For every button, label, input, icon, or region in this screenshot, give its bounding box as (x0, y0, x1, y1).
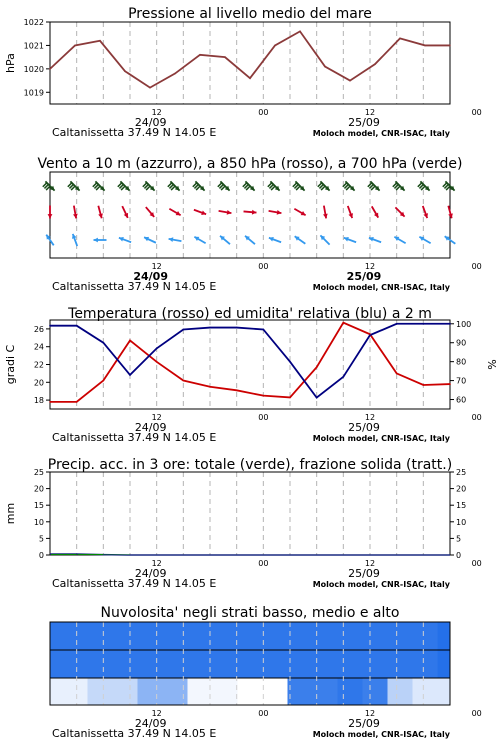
y2-tick-label: 90 (456, 338, 467, 348)
humidity-point (263, 329, 265, 331)
panel-4 (4, 457, 482, 590)
humidity-point (183, 329, 185, 331)
time-tick-label: 12 (151, 262, 162, 271)
y-tick-label: 1021 (23, 41, 44, 51)
cloud-cell (50, 650, 63, 678)
wind-10m-arrow (144, 237, 156, 243)
cloud-cell (113, 678, 138, 705)
time-tick-label: 12 (151, 108, 162, 117)
wind-850hpa-arrow (146, 207, 154, 217)
cloud-cell (138, 678, 163, 705)
wind-700hpa-arrow (268, 181, 280, 190)
cloud-cell (438, 622, 451, 650)
cloud-cell (363, 678, 388, 705)
cloud-cell (63, 650, 88, 678)
humidity-point (369, 334, 371, 336)
humidity-point (49, 325, 51, 327)
pressure-point (99, 40, 101, 42)
humidity-point (423, 323, 425, 325)
temperature-point (156, 361, 158, 363)
cloud-cell (413, 650, 438, 678)
cloud-cell (238, 622, 263, 650)
humidity-point (76, 325, 78, 327)
y-tick-label: 15 (33, 501, 44, 511)
date-label: 24/09 (133, 270, 168, 283)
location-label: Caltanissetta 37.49 N 14.05 E (52, 727, 217, 740)
humidity-point (316, 397, 318, 399)
cloud-cell (163, 678, 188, 705)
temperature-point (263, 395, 265, 397)
humidity-point (396, 323, 398, 325)
wind-700hpa-arrow (293, 181, 305, 190)
cloud-cell (263, 622, 288, 650)
cloud-cell (213, 678, 238, 705)
y-tick-label: 1019 (23, 88, 44, 98)
y-axis-label: mm (4, 502, 17, 525)
cloud-cell (338, 622, 363, 650)
cloud-cell (238, 678, 263, 705)
time-tick-label: 00 (258, 108, 269, 117)
date-label: 24/09 (134, 116, 167, 129)
wind-700hpa-arrow (343, 181, 355, 190)
cloud-cell (88, 678, 113, 705)
y2-tick-label: 70 (456, 376, 467, 386)
humidity-point (129, 374, 131, 376)
humidity-point (449, 323, 451, 325)
wind-10m-arrow (394, 237, 405, 244)
cloud-cell (50, 622, 63, 650)
cloud-cell (388, 678, 413, 705)
time-tick-label: 00 (471, 108, 482, 117)
humidity-point (289, 361, 291, 363)
date-label: 24/09 (134, 567, 167, 580)
model-credit: Moloch model, CNR-ISAC, Italy (312, 283, 450, 292)
cloud-cell (238, 650, 263, 678)
y2-tick-label: 25 (456, 468, 467, 477)
wind-700hpa-arrow (43, 181, 55, 190)
panel-2 (37, 156, 481, 293)
pressure-point (74, 45, 76, 47)
pressure-line (50, 31, 450, 87)
pressure-point (374, 63, 376, 65)
wind-850hpa-arrow (448, 206, 453, 219)
temperature-point (289, 397, 291, 399)
time-tick-label: 00 (258, 559, 269, 568)
time-tick-label: 00 (471, 559, 482, 568)
y-tick-label: 1022 (23, 18, 44, 27)
model-credit: Moloch model, CNR-ISAC, Italy (312, 730, 450, 739)
wind-850hpa-arrow (269, 210, 282, 215)
y2-tick-label: 60 (456, 395, 467, 405)
cloud-cell (138, 622, 163, 650)
cloud-cell (113, 622, 138, 650)
date-label: 25/09 (348, 717, 380, 730)
wind-10m-arrow (194, 237, 205, 244)
time-tick-label: 12 (151, 413, 162, 422)
temperature-point (449, 383, 451, 385)
time-tick-label: 12 (364, 108, 376, 117)
cloud-cell (188, 622, 213, 650)
date-label: 25/09 (348, 421, 380, 434)
y2-tick-label: 15 (456, 501, 467, 511)
panel-title: Pressione al livello medio del mare (128, 6, 372, 22)
humidity-point (343, 376, 345, 378)
temperature-point (76, 401, 78, 403)
temperature-point (209, 386, 211, 388)
y-axis-label: gradi C (4, 344, 17, 385)
time-tick-label: 00 (258, 709, 269, 718)
model-credit: Moloch model, CNR-ISAC, Italy (312, 434, 450, 443)
time-tick-label: 00 (471, 262, 482, 271)
wind-700hpa-arrow (168, 181, 180, 190)
y-tick-label: 10 (33, 517, 44, 527)
cloud-cell (50, 678, 63, 705)
pressure-point (424, 45, 426, 47)
wind-850hpa-arrow (372, 206, 379, 217)
wind-850hpa-arrow (98, 206, 103, 219)
cloud-cell (63, 678, 88, 705)
wind-700hpa-arrow (443, 181, 455, 190)
y-tick-label: 0 (38, 551, 44, 560)
date-label: 24/09 (134, 421, 167, 434)
cloud-cell (313, 650, 338, 678)
y2-tick-label: 5 (456, 534, 462, 544)
pressure-point (199, 54, 201, 56)
time-tick-label: 12 (151, 559, 162, 568)
model-credit: Moloch model, CNR-ISAC, Italy (312, 129, 450, 138)
humidity-point (156, 348, 158, 350)
wind-10m-arrow (119, 237, 131, 242)
time-tick-label: 00 (471, 413, 482, 422)
y-tick-label: 25 (33, 468, 44, 477)
y2-tick-label: 0 (456, 551, 462, 560)
y-tick-label: 26 (33, 324, 44, 334)
y-tick-label: 18 (33, 396, 44, 406)
pressure-point (224, 56, 226, 58)
pressure-point (274, 45, 276, 47)
wind-850hpa-arrow (219, 210, 232, 215)
cloud-cell (288, 650, 313, 678)
panel-1 (4, 6, 482, 139)
temperature-line (50, 323, 450, 402)
cloud-cell (338, 650, 363, 678)
y-tick-label: 5 (38, 534, 44, 544)
temperature-point (103, 380, 105, 382)
wind-10m-arrow (94, 238, 107, 243)
cloud-cell (288, 678, 313, 705)
location-label: Caltanissetta 37.49 N 14.05 E (52, 126, 217, 139)
date-label: 25/09 (348, 567, 380, 580)
cloud-cell (88, 650, 113, 678)
y2-tick-label: 100 (456, 319, 472, 329)
date-label: 25/09 (346, 270, 382, 283)
cloud-cell (163, 650, 188, 678)
wind-700hpa-arrow (393, 181, 405, 190)
wind-850hpa-arrow (194, 210, 206, 215)
time-tick-label: 12 (364, 709, 376, 718)
wind-10m-arrow (344, 237, 356, 242)
pressure-point (324, 66, 326, 68)
y-tick-label: 1020 (23, 64, 44, 74)
wind-700hpa-arrow (218, 181, 230, 190)
cloud-cell (188, 650, 213, 678)
wind-10m-arrow (419, 237, 430, 244)
time-tick-label: 12 (364, 559, 376, 568)
wind-850hpa-arrow (294, 209, 305, 216)
cloud-cell (263, 678, 288, 705)
cloud-cell (213, 622, 238, 650)
y2-tick-label: 10 (456, 517, 467, 527)
temperature-point (423, 384, 425, 386)
wind-10m-arrow (369, 237, 381, 242)
temperature-point (49, 401, 51, 403)
cloud-cell (63, 622, 88, 650)
temperature-point (236, 390, 238, 392)
wind-850hpa-arrow (48, 206, 53, 219)
time-tick-label: 00 (258, 262, 269, 271)
wind-850hpa-arrow (122, 206, 128, 218)
arrow-head (252, 210, 257, 215)
humidity-line (50, 324, 450, 398)
cloud-cell (188, 678, 213, 705)
y-axis-label: hPa (4, 53, 17, 73)
cloud-cell (113, 650, 138, 678)
cloud-cell (138, 650, 163, 678)
pressure-point (124, 70, 126, 72)
pressure-point (399, 38, 401, 40)
wind-850hpa-arrow (244, 210, 257, 215)
cloud-cell (413, 622, 438, 650)
temperature-point (129, 340, 131, 342)
wind-700hpa-arrow (93, 181, 105, 190)
panel-title: Vento a 10 m (azzurro), a 850 hPa (rosso), a 700 hPa (verde) (37, 156, 463, 172)
location-label: Caltanissetta 37.49 N 14.05 E (52, 431, 217, 444)
panel-title: Precip. acc. in 3 ore: totale (verde), frazione solida (tratt.) (47, 457, 453, 473)
y-tick-label: 20 (33, 484, 44, 494)
panel-3 (4, 306, 498, 444)
wind-10m-arrow (169, 237, 182, 242)
temperature-point (183, 380, 185, 382)
cloud-cell (363, 650, 388, 678)
cloud-cell (88, 622, 113, 650)
wind-10m-arrow (245, 236, 255, 244)
location-label: Caltanissetta 37.49 N 14.05 E (52, 577, 217, 590)
wind-700hpa-arrow (193, 181, 205, 190)
y2-tick-label: 80 (456, 357, 467, 367)
wind-10m-arrow (295, 236, 306, 243)
pressure-point (249, 77, 251, 79)
plot-frame (50, 22, 450, 104)
pressure-point (449, 45, 451, 47)
humidity-point (103, 342, 105, 344)
cloud-cell (288, 622, 313, 650)
y-tick-label: 24 (33, 342, 44, 352)
cloud-cell (263, 650, 288, 678)
precip-bar (78, 554, 104, 555)
plot-frame (50, 472, 450, 555)
date-label: 25/09 (348, 116, 380, 129)
wind-850hpa-arrow (323, 206, 328, 219)
precip-bar (51, 554, 77, 555)
y-tick-label: 20 (33, 378, 44, 388)
cloud-cell (338, 678, 363, 705)
cloud-cell (438, 650, 451, 678)
pressure-point (49, 68, 51, 70)
wind-850hpa-arrow (169, 209, 180, 216)
pressure-point (349, 80, 351, 82)
cloud-cell (213, 650, 238, 678)
time-tick-label: 00 (258, 413, 269, 422)
wind-700hpa-arrow (143, 181, 155, 190)
cloud-cell (388, 622, 413, 650)
location-label: Caltanissetta 37.49 N 14.05 E (52, 280, 217, 293)
temperature-point (396, 373, 398, 375)
pressure-point (174, 73, 176, 75)
humidity-point (209, 327, 211, 329)
wind-10m-arrow (220, 236, 230, 244)
panel-title: Temperatura (rosso) ed umidita' relativa (blu) a 2 m (68, 306, 432, 322)
wind-700hpa-arrow (243, 181, 255, 190)
wind-700hpa-arrow (118, 181, 130, 190)
pressure-point (299, 31, 301, 33)
time-tick-label: 12 (151, 709, 162, 718)
cloud-cell (413, 678, 438, 705)
wind-700hpa-arrow (318, 181, 330, 190)
wind-700hpa-arrow (68, 181, 80, 190)
date-label: 24/09 (134, 717, 167, 730)
temperature-point (343, 322, 345, 324)
time-tick-label: 12 (364, 262, 376, 271)
panel-title: Nuvolosita' negli strati basso, medio e alto (100, 605, 400, 621)
cloud-cell (438, 678, 451, 705)
temperature-point (316, 366, 318, 368)
cloud-cell (388, 650, 413, 678)
time-tick-label: 00 (471, 709, 482, 718)
arrow-head (94, 238, 98, 243)
arrow-head (48, 214, 53, 218)
panel-5 (50, 605, 482, 740)
cloud-cell (313, 678, 338, 705)
wind-10m-arrow (320, 235, 329, 244)
cloud-cell (363, 622, 388, 650)
model-credit: Moloch model, CNR-ISAC, Italy (312, 580, 450, 589)
pressure-point (149, 87, 151, 89)
y2-axis-label: % (485, 359, 498, 370)
wind-850hpa-arrow (348, 206, 353, 218)
humidity-point (236, 327, 238, 329)
y-tick-label: 22 (33, 360, 44, 370)
y2-tick-label: 20 (456, 484, 467, 494)
wind-10m-arrow (269, 237, 281, 242)
time-tick-label: 12 (364, 413, 376, 422)
